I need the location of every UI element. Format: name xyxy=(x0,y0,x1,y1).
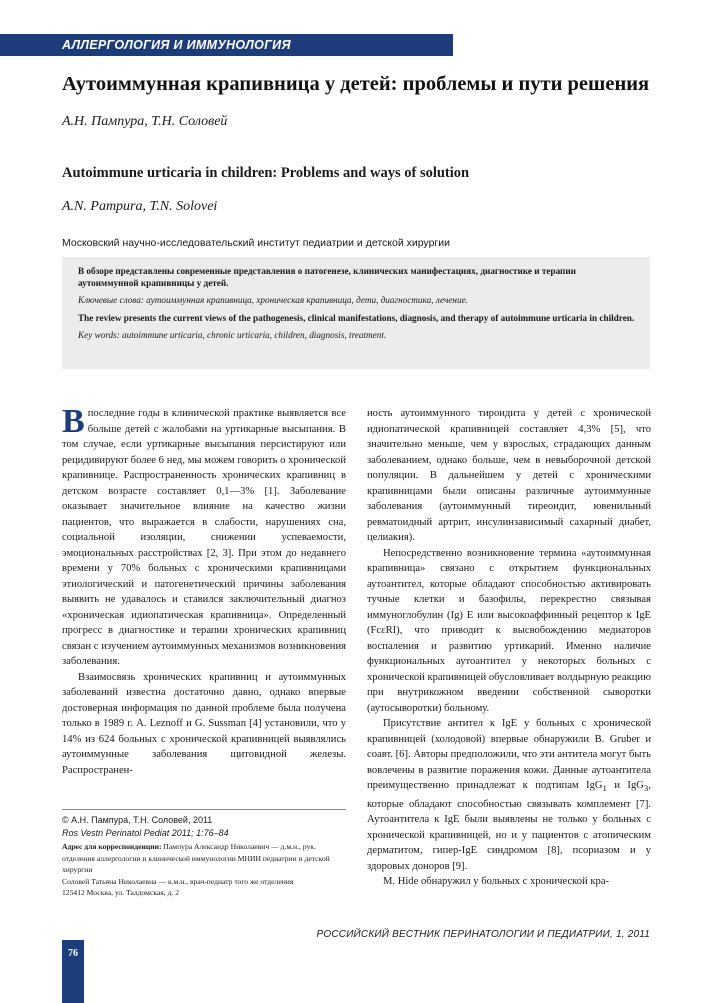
keywords-ru: Ключевые слова: аутоиммунная крапивница, хроническая крапивница, дети, диагностика, лечение. xyxy=(78,295,468,305)
page-number: 76 xyxy=(68,948,78,959)
article-title-en: Autoimmune urticaria in children: Problems and ways of solution xyxy=(62,165,470,181)
footnotes xyxy=(62,815,346,899)
institute-affiliation: Московский научно-исследовательский институт педиатрии и детской хирургии xyxy=(62,237,450,249)
abstract-en: The review presents the current views of the pathogenesis, clinical manifestations, diagnosis, and therapy of autoimmune urticaria in children. xyxy=(78,312,635,323)
keywords-en: Key words: autoimmune urticaria, chronic urticaria, children, diagnosis, treatment. xyxy=(78,330,387,340)
body-column-left xyxy=(62,403,346,778)
page-number-tab xyxy=(62,940,84,1003)
journal-footer: РОССИЙСКИЙ ВЕСТНИК ПЕРИНАТОЛОГИИ И ПЕДИАТРИИ, 1, 2011 xyxy=(316,929,650,940)
footnote-divider xyxy=(62,809,346,810)
section-title: АЛЛЕРГОЛОГИЯ И ИММУНОЛОГИЯ xyxy=(62,38,291,52)
body-paragraph: Непосредственно возникновение термина «аутоиммунная крапивница» связано с открытием функциональных аутоантител, которые обладают способностью активировать тучные клетки и базофилы, перекрестно связывая иммуноглобулин (Ig) E или высокоаффинный рецептор к IgE (FcεRI), что приводит к высвобождению медиаторов воспаления и развитию уртикарий. Именно наличие функциональных аутоантител у некоторых больных с хронической крапивницей обусловливает волдырную реакцию при внутрикожном введении собственной сыворотки (аутосыворотки) больному. xyxy=(367,547,651,714)
authors-en: A.N. Pampura, T.N. Solovei xyxy=(62,199,218,214)
citation-line: Ros Vestn Perinatol Pediat 2011; 1:76–84 xyxy=(62,828,229,838)
abstract-box xyxy=(62,257,650,369)
copyright-line: © А.Н. Пампура, Т.Н. Соловей, 2011 xyxy=(62,815,213,825)
second-author-info: Соловей Татьяна Николаевна — к.м.н., врач-педиатр того же отделения xyxy=(62,876,294,886)
section-header-bar xyxy=(0,34,453,56)
postal-address: 125412 Москва, ул. Талдомская, д. 2 xyxy=(62,888,180,897)
body-paragraph: Взаимосвязь хронических крапивниц и аутоиммунных заболеваний известна достаточно давно, однако впервые достоверная информация по данной проблеме была получена только в 1989 г. A. Leznoff и G. Sussman [4] установили, что у 14% из 624 больных с хронической крапивницей выявлялись аутоиммунные заболевания щитовидной железы. Распространен- xyxy=(62,671,346,776)
article-title-ru: Аутоиммунная крапивница у детей: проблемы и пути решения xyxy=(62,73,650,95)
body-paragraph: ность аутоиммунного тироидита у детей с хронической идиопатической крапивницей составляет 4,3% [5], что значительно меньше, чем у взрослых, страдающих данным заболеванием, однако больше, чем в невыборочной детской популяции. В дальнейшем у детей с хроническими крапивницами были описаны различные аутоиммунные заболевания (аутоиммунный тиреоидит, ювенильный ревматоидный артрит, инсулинзависимый сахарный диабет, целиакия). xyxy=(367,408,651,543)
body-paragraph: Присутствие антител к IgE у больных с хронической крапивницей (холодовой) впервые обнаружили B. Gruber и соавт. [6]. Авторы предположили, что эти антитела могут быть вовлечены в развитие поражения кожи. Данные аутоантитела преимущественно принадлежат к подтипам IgG$_1$ и IgG$_3$, которые обладают способностью связывать комплемент [7]. Аутоантитела к IgE были выявлены не только у больных с хронической крапивницей, но и у пациентов с атопическим дерматитом, гипер-IgE синдромом [8], псориазом и у здоровых доноров [9]. xyxy=(367,718,651,872)
body-column-right xyxy=(367,406,651,890)
abstract-ru: В обзоре представлены современные представления о патогенезе, клинических манифестациях, диагностике и терапии аутоиммунной крапивницы у детей. xyxy=(78,266,576,288)
authors-ru: А.Н. Пампура, Т.Н. Соловей xyxy=(62,114,228,129)
body-paragraph: M. Hide обнаружил у больных с хронической кра- xyxy=(383,876,610,888)
drop-cap: В xyxy=(62,403,85,440)
body-paragraph: Впоследние годы в клинической практике выявляется все больше детей с жалобами на уртикарные высыпания. В том случае, если уртикарные высыпания персистируют или рецидивируют более 6 нед, мы можем говорить о хронической крапивнице. Распространенность хронических крапивниц в детском возрасте составляет 0,1—3% [1]. Заболевание оказывает значительное влияние на качество жизни пациентов, что выражается в слабости, нарушениях сна, социальной изоляции, снижении успеваемости, эмоциональных расстройствах [2, 3]. При этом до недавнего времени у 70% больных с хроническими крапивницами этиологический и патогенетический причины заболевания выявить не удавалось и ставился заключительный диагноз «хроническая идиопатическая крапивница». Определенный прогресс в диагностике и терапии хронических крапивниц связан с изучением аутоиммунных механизмов возникновения заболевания. xyxy=(62,403,346,667)
correspondence: Адрес для корреспонденции: Пампура Александр Николаевич — д.м.н., рук. отделения аллергологии и клинической иммунологии МНИИ педиатрии и детской хирургии xyxy=(62,842,330,874)
